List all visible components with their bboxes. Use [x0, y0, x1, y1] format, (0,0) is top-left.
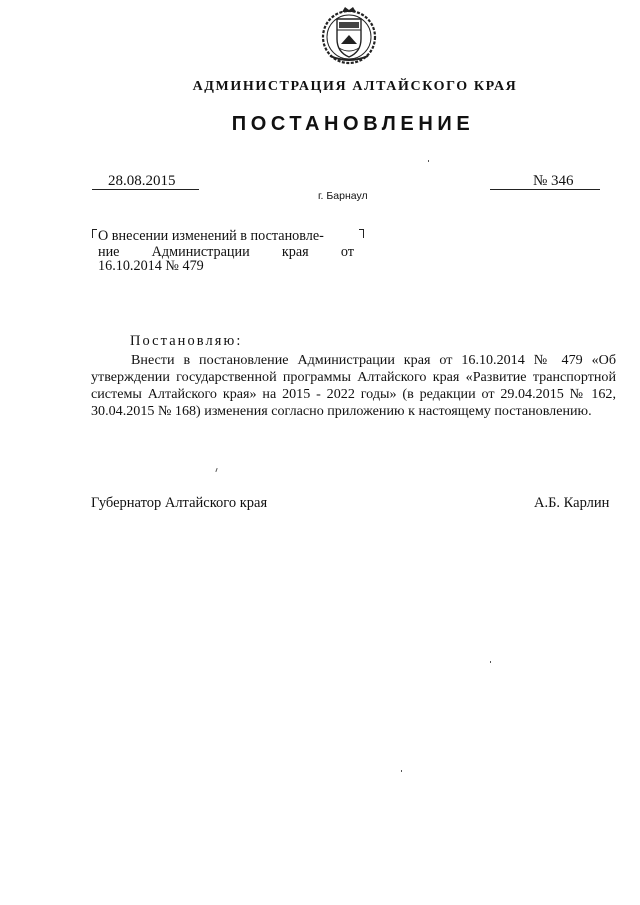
resolution-heading: Постановляю: [130, 333, 243, 349]
subject-word: ние [98, 244, 120, 260]
altai-krai-coat-of-arms-icon [318, 4, 380, 66]
subject-word: Администрации [151, 244, 250, 260]
subject-word: края [281, 244, 309, 260]
city-of-issue: г. Барнаул [318, 190, 368, 202]
date-underline [92, 189, 199, 190]
resolution-body-paragraph: Внести в постановление Администрации края от 16.10.2014 № 479 «Об утверждении государственной программы Алтайского края «Развитие транспортной системы Алтайского края» на 2015 - 2022 годы» (в редакции от 29.04.2015 № 162, 30.04.2015 № 168) изменения согласно приложению к настоящему постановлению. [91, 352, 616, 419]
scan-speck [401, 770, 402, 772]
subject-bracket-left [92, 229, 97, 238]
number-underline [490, 189, 600, 190]
subject-word: от [340, 244, 354, 260]
scan-speck [428, 160, 429, 162]
document-date: 28.08.2015 [108, 173, 176, 189]
document-type-heading: ПОСТАНОВЛЕНИЕ [231, 113, 475, 135]
subject-line-3: 16.10.2014 № 479 [98, 258, 204, 274]
scan-speck [490, 661, 491, 663]
document-number: № 346 [533, 173, 574, 189]
signatory-name: А.Б. Карлин [534, 495, 610, 511]
signatory-title: Губернатор Алтайского края [91, 495, 268, 511]
issuing-authority-title: АДМИНИСТРАЦИЯ АЛТАЙСКОГО КРАЯ [192, 79, 518, 94]
scan-speck [215, 468, 217, 472]
subject-line-1: О внесении изменений в постановле- [98, 228, 324, 244]
subject-bracket-right [359, 229, 364, 238]
